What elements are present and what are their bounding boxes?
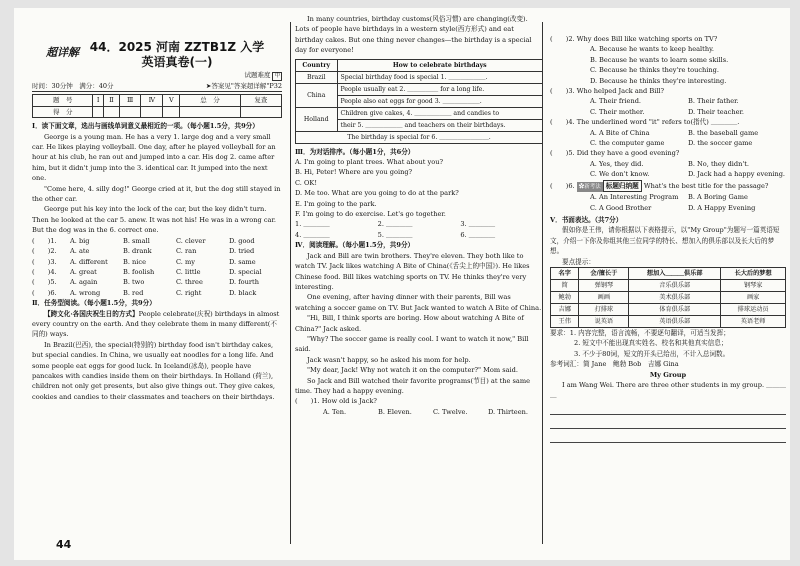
order-blanks: 4. ＿＿＿＿ 5. ＿＿＿＿ 6. ＿＿＿＿ bbox=[295, 230, 496, 239]
table-row: 鲍勃 画画 美术俱乐部 画家 bbox=[551, 291, 786, 303]
column-right bbox=[542, 8, 786, 560]
section-1-title: Ⅰ．读下面文章，选出与画线单词意义最相近的一项。（每小题1.5分，共9分） bbox=[32, 122, 259, 131]
question-1: ( )1. How old is Jack? bbox=[295, 397, 377, 406]
section-3-title: Ⅲ．为对话排序。（每小题1分，共6分） bbox=[295, 147, 415, 156]
exam-meta bbox=[32, 81, 282, 92]
table-row: 王伟 说英语 英语俱乐部 英语老师 bbox=[551, 315, 786, 327]
question-6: ( )6. ✿新考法 标题归纳题 What's the best title for the passage? bbox=[550, 180, 786, 192]
requirement: 3. 不少于80词，短文的开头已给出，不计入总词数。 bbox=[574, 349, 730, 358]
birthday-table: Country How to celebrate birthdays Brazil Special birthday food is special 1. ＿＿＿＿＿＿. China People usually eat 2. ＿＿＿＿＿ for a long life. People also eat eggs for good 3. ＿＿＿＿＿＿. Holland Children give cakes, 4. ＿＿＿＿＿＿ and candies to their 5. ＿＿＿＿＿＿ and teachers on their birthdays. The birthday is special for 6. ＿＿＿＿＿＿＿＿. bbox=[295, 59, 543, 144]
dialogue-line: E. I'm going to the park. bbox=[295, 199, 377, 208]
exam-time: 时间：30分钟 满分：40分 bbox=[32, 82, 114, 90]
essay-title: My Group bbox=[649, 370, 687, 379]
section-1-question: ( )4. A. great B. foolish C. little D. special bbox=[32, 267, 262, 276]
passage-paragraph: In Brazil(巴西), the special(特别的) birthday food isn't birthday cakes, but special candies. In China, we usually eat noodles for a long life. And some people eat eggs for good luck. In Iceland(冰岛), people have pancakes with candies inside them on their birthdays. In Holland (荷兰), children not only get presents, but also give things out. They give cakes, cookies and candies to their classmates and teachers on their birthdays. bbox=[32, 340, 275, 401]
passage-paragraph: "My dear, Jack! Why not watch it on the computer?" Mom said. bbox=[307, 366, 518, 375]
order-blanks: 1. ＿＿＿＿ 2. ＿＿＿＿ 3. ＿＿＿＿ bbox=[295, 220, 496, 229]
question-1-options: A. Ten. B. Eleven. C. Twelve. D. Thirteen. bbox=[323, 407, 528, 416]
column-middle bbox=[295, 8, 543, 560]
answer-ref: ➤答案见"答案超详解"P32 bbox=[205, 82, 282, 90]
section-1-question: ( )6. A. wrong B. red C. right D. black bbox=[32, 288, 257, 297]
logo: 超详解 bbox=[46, 46, 79, 59]
section-1-question: ( )5. A. again B. two C. three D. fourth bbox=[32, 278, 259, 287]
question-4: ( )4. The underlined word "it" refers to(指代) ＿＿＿＿. bbox=[550, 118, 740, 127]
passage-paragraph: George put his key into the lock of the car, but the key didn't turn. Then he looked at the car 5. anew. It was not his! He was in a wrong car. But the dog was in the 6. correct one. bbox=[32, 205, 276, 235]
dialogue-line: A. I'm going to plant trees. What about you? bbox=[295, 158, 444, 167]
passage-paragraph: Jack wasn't happy, so he asked his mom for help. bbox=[307, 355, 471, 364]
exam-page bbox=[14, 8, 790, 560]
writing-line[interactable] bbox=[550, 433, 786, 443]
section-1-question: ( )1. A. big B. small C. clever D. good bbox=[32, 236, 255, 245]
exam-title: 44．2025 河南 ZZTB1Z 入学 bbox=[89, 40, 265, 54]
essay-start: I am Wang Wei. There are three other students in my group. ＿＿＿＿ bbox=[550, 380, 786, 400]
reference-words: 参考词汇：简 Jane 鲍勃 Bob 吉娜 Gina bbox=[550, 360, 679, 369]
difficulty-badge: 中 bbox=[274, 73, 280, 79]
dialogue-lines bbox=[295, 157, 543, 219]
section-1-questions bbox=[32, 236, 282, 298]
passage-paragraph: 【跨文化·各国庆祝生日的方式】People celebrate(庆祝) birthdays in almost every country on the earth. And they celebrate them in many different(不同的) ways. bbox=[32, 309, 280, 339]
question-3-options: A. Their friend. B. Their father. C. Their mother. D. Their teacher. bbox=[590, 97, 744, 116]
passage-paragraph: So Jack and Bill watched their favorite programs(节目) at the same time. They had a happy evening. bbox=[295, 376, 530, 395]
hint-label: 要点提示： bbox=[562, 257, 595, 266]
passage-paragraph: "Why? The soccer game is really cool. I want to watch it now," Bill said. bbox=[295, 334, 529, 354]
passage-paragraph: "Come here, 4. silly dog!" George cried at it, but the dog still stayed in the other car. bbox=[32, 184, 281, 204]
difficulty: 试题难度 中 bbox=[244, 71, 280, 79]
dialogue-line: C. OK! bbox=[295, 178, 317, 187]
section-1-question: ( )3. A. different B. nice C. my D. same bbox=[32, 257, 256, 266]
writing-prompt: 假如你是王伟，请你根据以下表格提示，以"My Group"为题写一篇英语短文，介绍一下你及你组其他三位同学的特长、想加入的俱乐部以及长大后的梦想。 bbox=[550, 226, 780, 256]
requirement: 2. 短文中不能出现真实姓名、校名和其他真实信息； bbox=[574, 339, 728, 348]
section-4-title: Ⅳ．阅读理解。（每小题1.5分，共9分） bbox=[295, 241, 415, 250]
passage-paragraph: One evening, after having dinner with their parents, Bill was watching a soccer game on TV. But Jack wanted to watch A Bite of China. bbox=[295, 293, 542, 312]
question-type-box: 标题归纳题 bbox=[603, 180, 642, 192]
table-row: 简 弹钢琴 音乐俱乐部 钢琴家 bbox=[551, 279, 786, 291]
column-left bbox=[32, 8, 282, 560]
section-2-title: Ⅱ．任务型阅读。（每小题1.5分，共9分） bbox=[32, 299, 156, 308]
passage-paragraph: "Hi, Bill, I think sports are boring. How about watching A Bite of China?" Jack asked. bbox=[295, 314, 524, 333]
hint-table: 名字 会/擅长于 想加入＿＿＿俱乐部 长大后的梦想 简 弹钢琴 音乐俱乐部 钢琴家 鲍勃 画画 美术俱乐部 画家 吉娜 打排球 体育俱乐部 排球运动员 王伟 说英语 英语俱乐部 英语老师 bbox=[550, 267, 786, 328]
question-3: ( )3. Who helped Jack and Bill? bbox=[550, 87, 665, 96]
question-4-options: A. A Bite of China B. the baseball game C. the computer game D. the soccer game bbox=[590, 128, 759, 148]
section-1-question: ( )2. A. ate B. drank C. ran D. tried bbox=[32, 247, 255, 256]
passage-paragraph: Jack and Bill are twin brothers. They're eleven. They both like to watch TV. Jack likes watching A Bite of China(《舌尖上的中国》). He likes Chinese food. Bill likes watching sports on TV. He thinks they're very interesting. bbox=[295, 251, 530, 291]
passage-paragraph: In many countries, birthday customs(风俗习惯) are changing(改变). Lots of people have birthdays in a western style(西方形式) and eat birthday cakes. But one thing never changes—the birthday is a special day for everyone! bbox=[295, 15, 532, 55]
question-6-options: A. An Interesting Program B. A Boring Game C. A Good Brother D. A Happy Evening bbox=[590, 193, 756, 212]
passage-paragraph: George is a young man. He has a very 1. large dog and a very small car. He likes playing volleyball. One day, after he played volleyball for an hour at his club, he ran out and jumped into a car. His dog 2. came after him, but it didn't jump into the 3. identical car. It jumped into the next one. bbox=[32, 132, 276, 183]
question-2: ( )2. Why does Bill like watching sports on TV? bbox=[550, 35, 718, 43]
writing-line[interactable] bbox=[550, 405, 786, 415]
score-table: 题 号 Ⅰ Ⅱ Ⅲ Ⅳ Ⅴ 总 分 复查 得 分 bbox=[32, 94, 282, 118]
question-5-options: A. Yes, they did. B. No, they didn't. C. We don't know. D. Jack had a happy evening. bbox=[590, 159, 786, 179]
new-method-tag: ✿新考法 bbox=[577, 182, 603, 192]
question-5: ( )5. Did they have a good evening? bbox=[550, 149, 680, 158]
page-number: 44 bbox=[56, 538, 72, 551]
dialogue-line: D. Me too. What are you going to do at the park? bbox=[295, 189, 459, 198]
exam-subtitle: 英语真卷(一) bbox=[141, 55, 213, 69]
table-row: 吉娜 打排球 体育俱乐部 排球运动员 bbox=[551, 303, 786, 315]
requirement: 要求：1. 内容完整，语言流畅，不要逐句翻译，可适当发挥； bbox=[550, 328, 730, 337]
dialogue-line: B. Hi, Peter! Where are you going? bbox=[295, 168, 413, 177]
writing-line[interactable] bbox=[550, 419, 786, 429]
column-divider bbox=[290, 22, 291, 544]
dialogue-line: F. I'm going to do exercise. Let's go together. bbox=[295, 210, 446, 219]
question-2-options: A. Because he wants to keep healthy. B. Because he wants to learn some skills. C. Because he thinks they're touching. D. Because he thinks they're interesting. bbox=[590, 45, 729, 85]
section-5-title: Ⅴ．书面表达。（共7分） bbox=[550, 215, 623, 224]
